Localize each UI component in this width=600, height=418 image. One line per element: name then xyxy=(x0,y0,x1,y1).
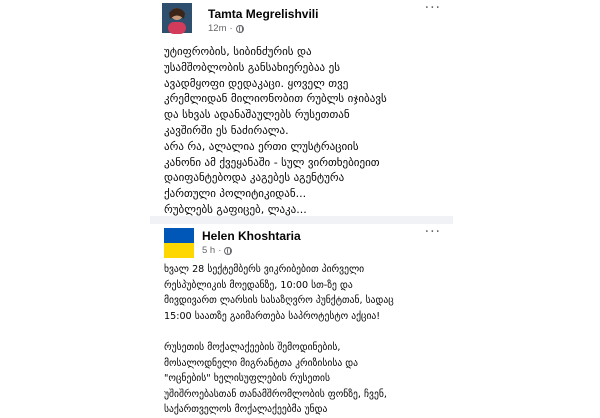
ukraine-flag-avatar xyxy=(164,228,194,258)
post-line: 15:00 საათზე გაიმართება საპროტესტო აქცია! xyxy=(164,310,381,322)
post-text xyxy=(164,262,446,418)
post-line: მივდივართ ლარსის სასაზღვრო პუნქტთან, სადაც xyxy=(164,295,394,307)
post-line: კანონი ამ ქვეყანაში - სულ ვირთხებიეით xyxy=(164,155,380,169)
globe-icon xyxy=(236,25,244,33)
post-line: უსამშობლობის განსახიერებაა ეს xyxy=(164,60,340,74)
post-line: უშიშროებასთან თანამშრომლობის ფონზე, ჩვენ, xyxy=(164,388,387,400)
post-line: ქართული პოლიტიკიდან... xyxy=(164,187,307,201)
avatar-photo xyxy=(162,3,192,33)
post-line: საქართველოს მოქალაქეებმა უნდა xyxy=(164,404,328,416)
blank-line xyxy=(164,324,446,340)
globe-icon xyxy=(224,247,232,255)
post-text xyxy=(164,44,446,218)
author-name[interactable]: Tamta Megrelishvili xyxy=(208,7,319,21)
post-line: რუსეთის მოქალაქეების შემოდინების, xyxy=(164,341,341,353)
avatar[interactable] xyxy=(164,228,194,258)
post-line: უტიფრობის, სიბინძურის და xyxy=(164,45,312,58)
more-options-icon[interactable]: ··· xyxy=(424,0,441,16)
post-line: ავადმყოფი დედაკაცი. ყოველ თვე xyxy=(164,76,349,90)
post-line: მოსალოდნელი მიგრანტთა კრიზისისა და xyxy=(164,357,358,369)
more-options-icon[interactable]: ··· xyxy=(424,224,441,240)
post-line: და სხვას ადანაშაულებს რუსეთთან xyxy=(164,108,350,122)
avatar[interactable] xyxy=(162,3,192,33)
post-line: დაიფანტებოდა კაგებეს აგენტურა xyxy=(164,171,345,185)
timestamp[interactable]: 5 h xyxy=(202,245,216,256)
post-line: "ოცნების" ხელისუფლების რუსეთის xyxy=(164,373,330,385)
post-meta: 12m · xyxy=(208,23,244,34)
post-line: რესპუბლიკის მოედანზე, 10:00 სთ-ზე და xyxy=(164,279,353,291)
post-line: ხვალ 28 სექტემბერს ვიკრიბებით პირველი xyxy=(164,264,365,275)
news-feed xyxy=(150,0,453,416)
post-line: კავშირში ეს ნაძირალა. xyxy=(164,123,289,137)
post-meta: 5 h · xyxy=(202,245,232,256)
author-name[interactable]: Helen Khoshtaria xyxy=(202,229,301,243)
post-line: რუბლებს გაფიცებ, ლაკა... xyxy=(164,202,307,216)
post-line: კრემლიდან მილიონობით რუბლს იჯიბავს xyxy=(164,92,387,106)
timestamp[interactable]: 12m xyxy=(208,23,227,34)
post-tamta xyxy=(150,0,453,216)
post-helen xyxy=(150,224,453,416)
post-line: არა რა, ალალია ერთი ლუსტრაციის xyxy=(164,139,359,153)
